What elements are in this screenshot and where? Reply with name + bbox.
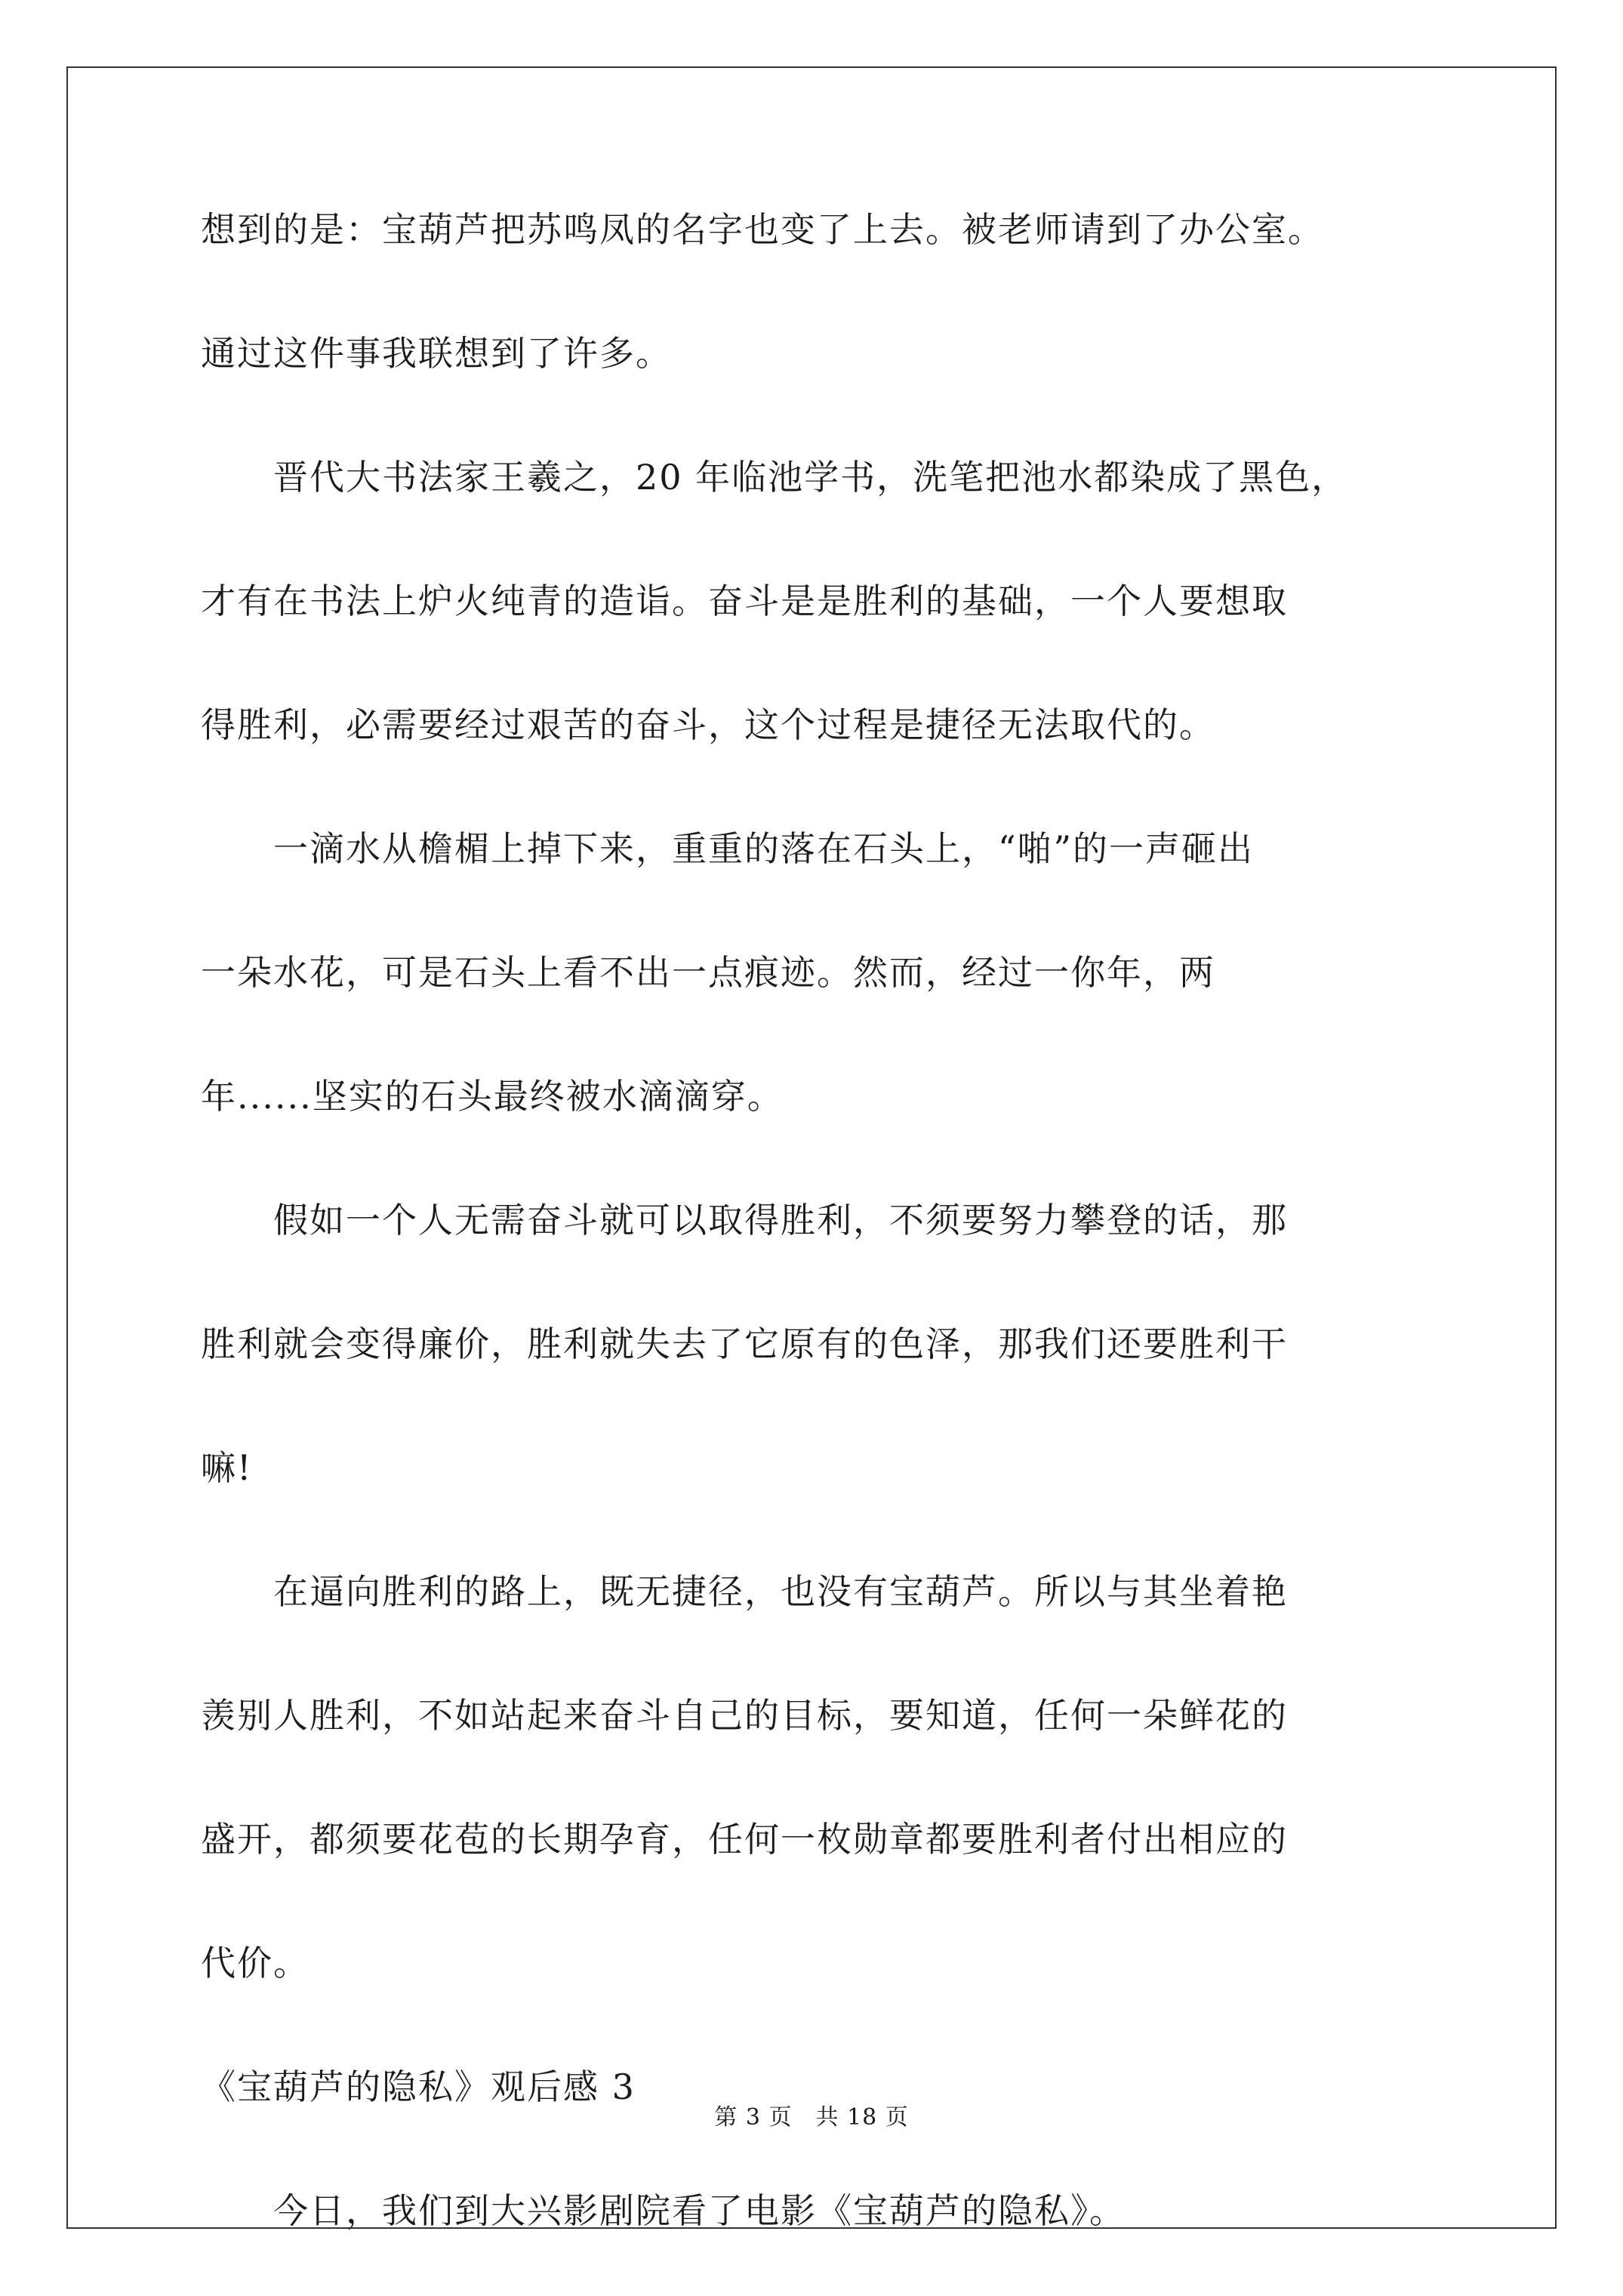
- text-line: 一朵水花，可是石头上看不出一点痕迹。然而，经过一你年，两: [201, 952, 1215, 993]
- text-line: 一滴水从檐楣上掉下来，重重的落在石头上，“啪”的一声砸出: [201, 828, 1255, 869]
- page-number-footer: 第 3 页 共 18 页: [714, 2104, 909, 2131]
- text-line: 在逼向胜利的路上，既无捷径，也没有宝葫芦。所以与其坐着艳: [201, 1571, 1288, 1612]
- text-line: 羡别人胜利，不如站起来奋斗自己的目标，要知道，任何一朵鲜花的: [201, 1695, 1288, 1736]
- text-line: 今日，我们到大兴影剧院看了电影《宝葫芦的隐私》。: [201, 2190, 1126, 2231]
- text-line: 晋代大书法家王羲之，20 年临池学书，洗笔把池水都染成了黑色，: [201, 457, 1348, 498]
- text-line: 想到的是：宝葫芦把苏鸣凤的名字也变了上去。被老师请到了办公室。: [201, 209, 1324, 250]
- text-line: 年......坚实的石头最终被水滴滴穿。: [201, 1076, 784, 1117]
- text-line: 得胜利，必需要经过艰苦的奋斗，这个过程是捷径无法取代的。: [201, 704, 1215, 745]
- text-line: 代价。: [201, 1943, 310, 1983]
- text-line: 假如一个人无需奋斗就可以取得胜利，不须要努力攀登的话，那: [201, 1200, 1288, 1240]
- page-border: [66, 66, 1557, 2229]
- text-line: 嘛!: [201, 1447, 253, 1488]
- section-heading: 《宝葫芦的隐私》观后感 3: [201, 2066, 636, 2107]
- text-line: 才有在书法上炉火纯青的造诣。奋斗是是胜利的基础，一个人要想取: [201, 581, 1288, 621]
- text-line: 胜利就会变得廉价，胜利就失去了它原有的色泽，那我们还要胜利干: [201, 1324, 1288, 1364]
- text-line: 盛开，都须要花苞的长期孕育，任何一枚勋章都要胜利者付出相应的: [201, 1819, 1288, 1860]
- text-line: 通过这件事我联想到了许多。: [201, 333, 672, 374]
